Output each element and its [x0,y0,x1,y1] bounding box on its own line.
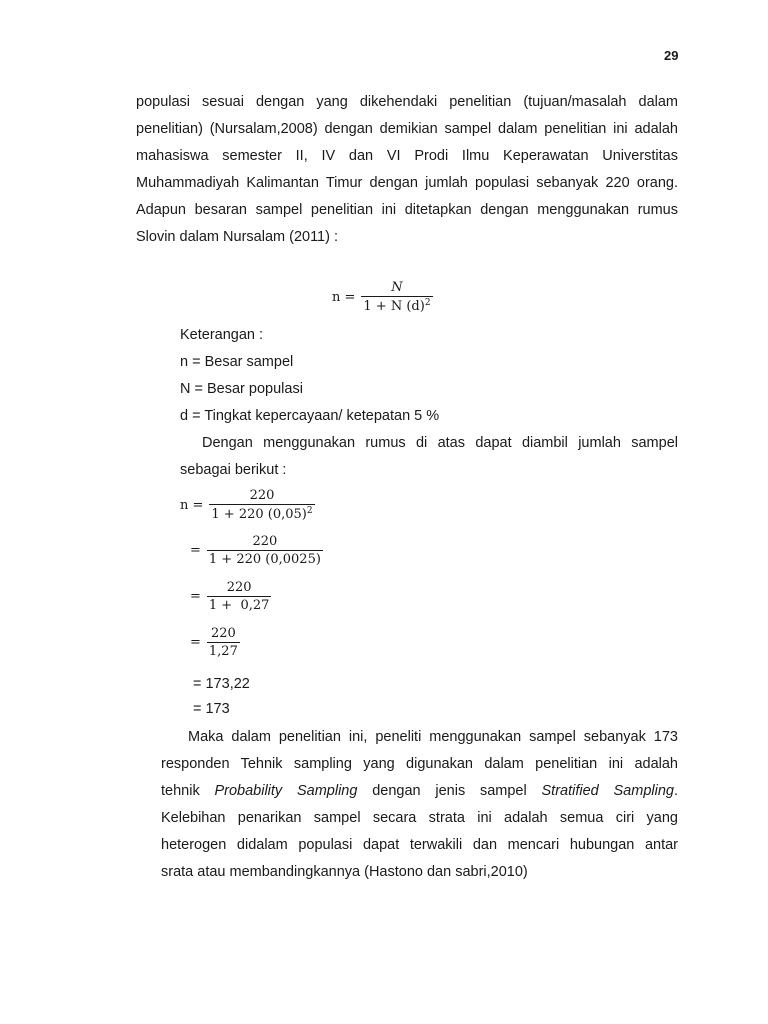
text-line: sebagai berikut : [180,462,287,478]
calc-lhs: = [190,589,201,604]
formula-denominator: 1 + N $(d)^2$ [363,298,431,314]
keterangan-item: n = Besar sampel [180,354,294,370]
calc-fraction [207,580,272,613]
calc-denominator: 1,27 [208,644,238,659]
paragraph-intro [136,89,678,251]
calc-denominator: 1 + 220 (0,0025) [208,552,321,567]
text-line: srata atau membandingkannya (Hastono dan sabri,2010) [161,864,528,880]
paragraph-conclusion [161,724,678,886]
page-number: 29 [664,48,679,63]
text-line: populasi sesuai dengan yang dikehendaki penelitian (tujuan/masalah dalam [136,94,678,110]
text-line: mahasiswa semester II, IV dan VI Prodi Ilmu Keperawatan Universtitas [136,148,678,164]
keterangan-item: N = Besar populasi [180,381,303,397]
calc-fraction [207,626,240,659]
paragraph-calc-intro [180,430,678,484]
calc-result-rounded: = 173 [193,701,230,717]
text-line: tehnik Probability Sampling dengan jenis sampel Stratified Sampling. [161,783,678,799]
text-line: Kelebihan penarikan sampel secara strata ini adalah semua ciri yang [161,810,678,826]
calc-result-decimal: = 173,22 [193,676,250,692]
calc-numerator: 220 [209,488,314,505]
text-line: Muhammadiyah Kalimantan Timur dengan jumlah populasi sebanyak 220 orang. [136,175,678,191]
calc-lhs: = [190,543,201,558]
calc-step-3 [190,580,271,613]
calc-fraction [209,488,314,522]
calc-lhs: n = [180,497,204,513]
calc-denominator: 1 + 0,27 [208,598,270,613]
term-stratified-sampling: Stratified Sampling [541,783,674,799]
slovin-formula [332,280,433,314]
calc-step-1 [180,488,315,522]
keterangan-title: Keterangan : [180,327,264,343]
calc-step-4 [190,626,240,659]
calc-lhs: = [190,635,201,650]
text-line: heterogen didalam populasi dapat terwakili dan mencari hubungan antar [161,837,678,853]
calc-step-2 [190,534,323,567]
text-line: responden Tehnik sampling yang digunakan dalam penelitian ini adalah [161,756,678,772]
formula-fraction [361,280,432,314]
calc-denominator: 1 + 220 $(0,05)^2$ [211,506,313,522]
formula-lhs: n = [332,289,356,305]
calc-numerator: 220 [207,534,323,551]
term-probability-sampling: Probability Sampling [214,783,358,799]
text-line: Dengan menggunakan rumus di atas dapat diambil jumlah sampel [202,435,678,451]
text-line: Adapun besaran sampel penelitian ini ditetapkan dengan menggunakan rumus [136,202,678,218]
text-line: Slovin dalam Nursalam (2011) : [136,229,339,245]
formula-numerator: N [361,280,432,297]
keterangan-block [180,322,439,430]
text-line: Maka dalam penelitian ini, peneliti menggunakan sampel sebanyak 173 [188,729,678,745]
text-line: penelitian) (Nursalam,2008) dengan demikian sampel dalam penelitian ini adalah [136,121,678,137]
calc-numerator: 220 [207,626,240,643]
calc-fraction [207,534,323,567]
calc-numerator: 220 [207,580,272,597]
keterangan-item: d = Tingkat kepercayaan/ ketepatan 5 % [180,408,440,424]
